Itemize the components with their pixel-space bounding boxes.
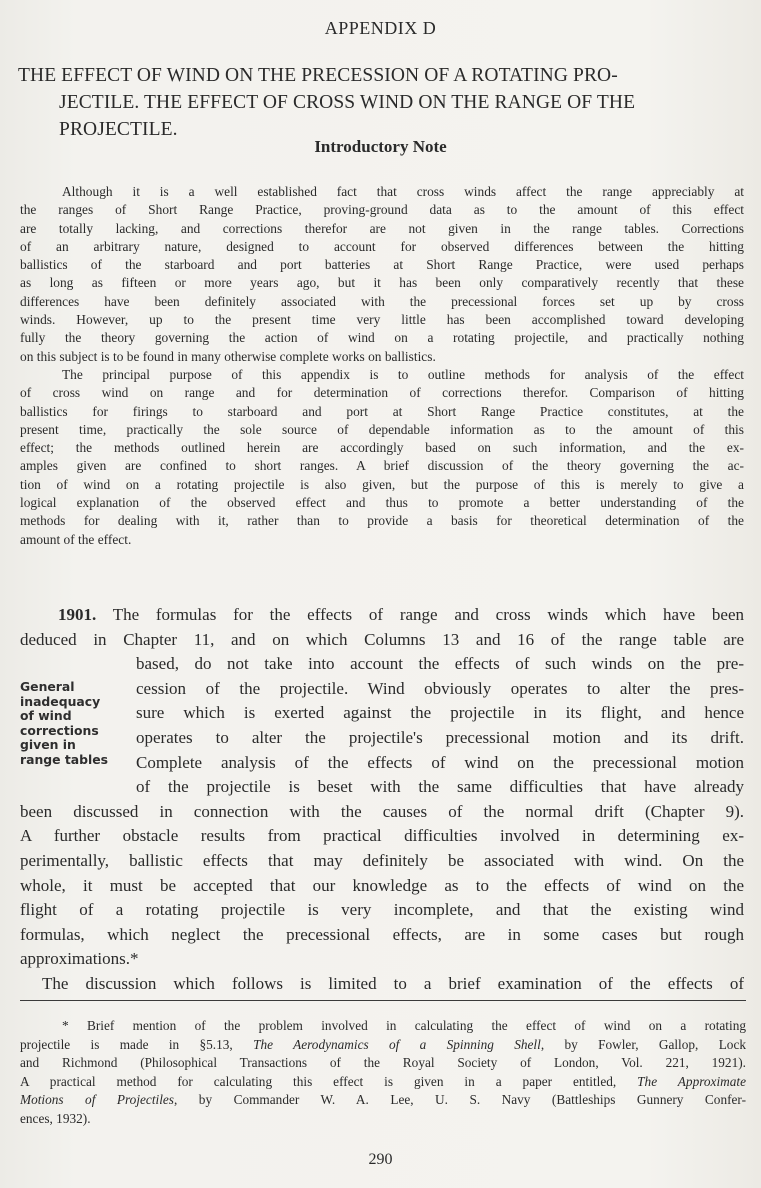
text-line — [20, 1073, 746, 1092]
margin-note-line: given in — [20, 737, 76, 753]
text-line: and Richmond (Philosophical Transactions of the Royal Society of London, Vol. 221, 1921). — [20, 1055, 746, 1070]
title-line: THE EFFECT OF WIND ON THE PRECESSION OF A ROTATING PRO- — [18, 65, 618, 86]
text-line: operates to alter the projectile's precessional motion and its drift. — [136, 727, 744, 747]
appendix-label: APPENDIX D — [324, 18, 437, 38]
margin-note-line: range tables — [20, 751, 109, 767]
text-line: perimentally, ballistic effects that may definitely be associated with wind. On the — [20, 850, 744, 870]
page-number: 290 — [368, 1151, 393, 1168]
text-line: amount of the effect. — [20, 531, 132, 547]
text-line: are totally lacking, and corrections therefor are not given in the range tables. Corrections — [20, 220, 744, 236]
text-line: deduced in Chapter 11, and on which Columns 13 and 16 of the range table are — [20, 629, 744, 649]
text-line: effect; the methods outlined herein are accordingly based on such information, and the ex- — [20, 440, 744, 456]
text-line: ballistics for firings to starboard and port at Short Range Practice constitutes, at the — [20, 403, 744, 419]
intro-paragraph-2 — [20, 366, 744, 549]
text-line: formulas, which neglect the precessional effects, are in some cases but rough — [20, 924, 744, 944]
text-span: The formulas for the effects of range and cross winds which have been — [112, 605, 744, 624]
text-line: ences, 1932). — [20, 1110, 91, 1126]
text-line: The principal purpose of this appendix is to outline methods for analysis of the effect — [62, 366, 744, 382]
introductory-note — [20, 183, 744, 549]
text-line: on this subject is to be found in many otherwise complete works on ballistics. — [20, 348, 436, 364]
text-line: approximations.* — [20, 949, 139, 969]
text-span: , by Commander W. A. Lee, U. S. Navy (Battleships Gunnery Confer- — [174, 1092, 746, 1107]
text-line: * Brief mention of the problem involved in calculating the effect of wind on a rotating — [62, 1018, 746, 1033]
text-line: ballistics of the starboard and port batteries at Short Range Practice, were used perhaps — [20, 257, 744, 273]
text-line: fully the theory governing the action of wind on a rotating projectile, and practically nothing — [20, 330, 744, 346]
text-span: projectile is made in §5.13, — [20, 1036, 254, 1052]
text-line: cession of the projectile. Wind obviously operates to alter the pres- — [136, 678, 744, 698]
footnote — [20, 1017, 746, 1128]
text-line — [20, 1036, 746, 1055]
text-line: Although it is a well established fact that cross winds affect the range appreciably at — [62, 184, 744, 199]
text-line: methods for dealing with it, rather than to provide a basis for theoretical determination of the — [20, 513, 744, 529]
intro-paragraph-1 — [20, 183, 744, 366]
text-line: The discussion which follows is limited to a brief examination of the effects of — [42, 973, 744, 993]
section-1901 — [20, 603, 744, 997]
paragraph-number: 1901. — [58, 605, 97, 624]
text-line — [20, 603, 744, 628]
paper-title: Motions of Projectiles — [20, 1092, 174, 1107]
text-line — [20, 1091, 746, 1110]
text-line: been discussed in connection with the causes of the normal drift (Chapter 9). — [20, 801, 744, 821]
text-line: of the projectile is beset with the same difficulties that have already — [136, 777, 744, 797]
text-line: the ranges of Short Range Practice, proving-ground data as to the amount of this effect — [20, 202, 744, 218]
chapter-title — [18, 62, 744, 143]
margin-note-line: of wind — [20, 708, 72, 724]
text-line: logical explanation of the observed effect and thus to promote a better understanding of the — [20, 495, 744, 511]
text-line: flight of a rotating projectile is very incomplete, and that the existing wind — [20, 900, 744, 920]
book-title: The Aerodynamics of a Spinning Shell — [253, 1036, 541, 1052]
text-line: of cross wind on range and for determination of corrections therefor. Comparison of hitting — [20, 385, 744, 401]
title-line: JECTILE. THE EFFECT OF CROSS WIND ON THE RANGE OF THE — [59, 92, 636, 113]
text-line: differences have been definitely associated with the precessional forces set up by cross — [20, 293, 744, 309]
text-line: tion of wind on a rotating projectile is also given, but the purpose of this is merely to give a — [20, 476, 744, 492]
text-line: based, do not take into account the effects of such winds on the pre- — [136, 654, 744, 674]
margin-note-line: corrections — [20, 722, 99, 738]
text-line: present time, practically the sole source of dependable information as to the amount of this — [20, 421, 744, 437]
subheading: Introductory Note — [314, 137, 447, 156]
text-line: winds. However, up to the present time very little has been accomplished toward developing — [20, 312, 744, 328]
text-line: as long as fifteen or more years ago, but it has been only comparatively recently that these — [20, 275, 744, 291]
text-line: sure which is exerted against the projectile in its flight, and hence — [136, 703, 744, 723]
title-line: PROJECTILE. — [59, 119, 178, 140]
margin-note — [20, 680, 130, 768]
text-line: of an arbitrary nature, designed to account for observed differences between the hitting — [20, 238, 744, 254]
paper-title: The Approximate — [637, 1073, 746, 1089]
text-line: Complete analysis of the effects of wind on the precessional motion — [136, 752, 744, 772]
text-line: amples given are confined to short ranges. A brief discussion of the theory governing the ac- — [20, 458, 744, 474]
footnote-divider — [20, 1000, 746, 1001]
text-span: , by Fowler, Gallop, Lock — [540, 1036, 746, 1052]
text-line: whole, it must be accepted that our knowledge as to the effects of wind on the — [20, 875, 744, 895]
text-line: A further obstacle results from practical difficulties involved in determining ex- — [20, 826, 744, 846]
margin-note-line: inadequacy — [20, 693, 101, 709]
margin-note-line: General — [20, 679, 75, 694]
text-span: A practical method for calculating this effect is given in a paper entitled, — [20, 1073, 638, 1089]
